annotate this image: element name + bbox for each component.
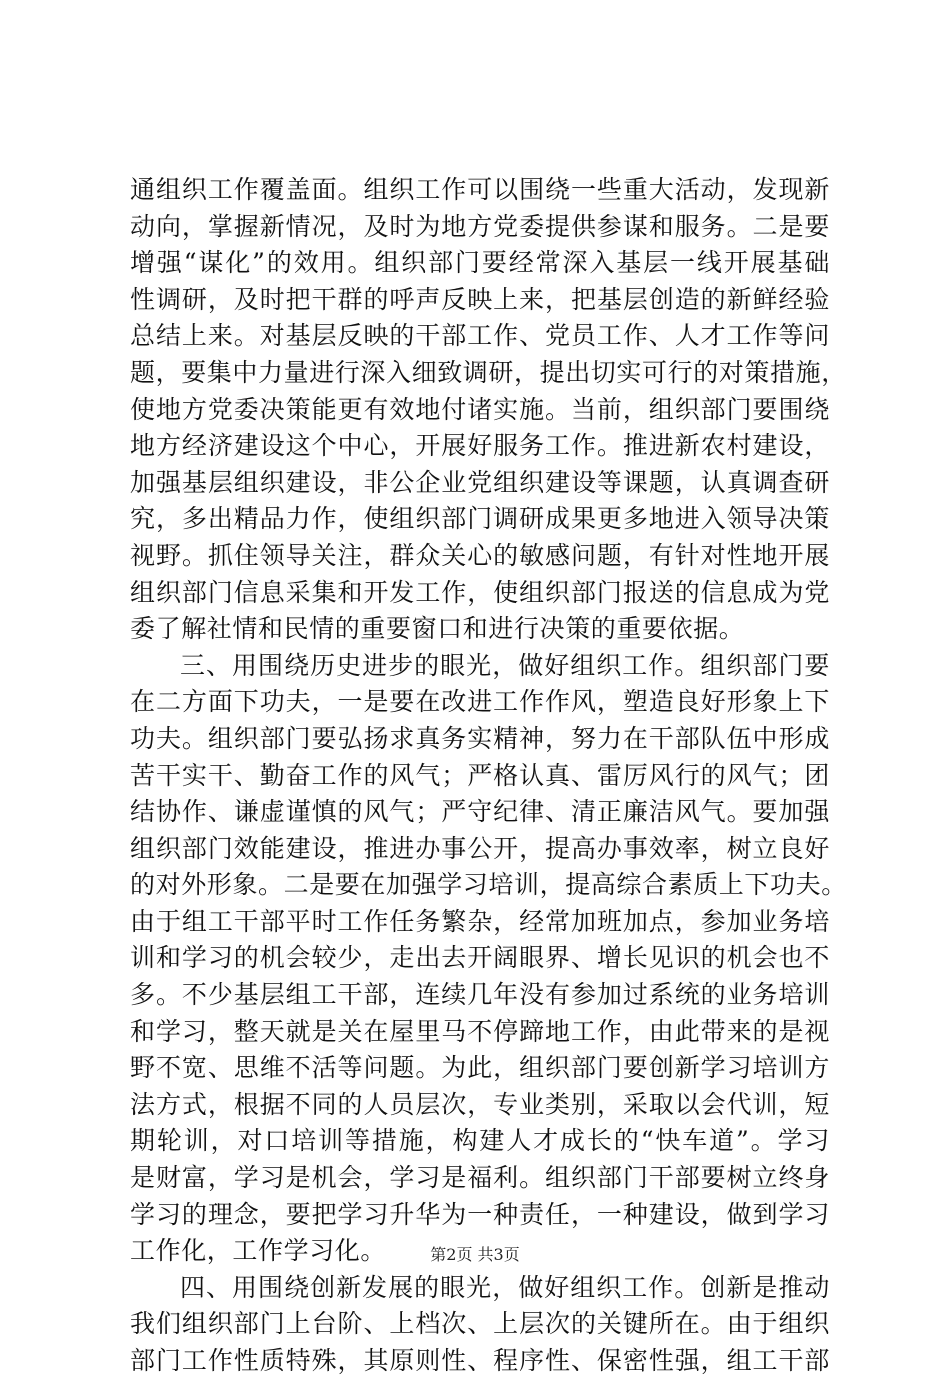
text-line: 性调研，及时把干群的呼声反映上来，把基层创造的新鲜经验	[130, 284, 830, 314]
text-line: 由于组工干部平时工作任务繁杂，经常加班加点，参加业务培	[130, 906, 830, 936]
text-line: 部门工作性质特殊，其原则性、程序性、保密性强，组工干部	[130, 1346, 830, 1375]
text-line: 动向，掌握新情况，及时为地方党委提供参谋和服务。二是要	[130, 211, 830, 241]
text-line: 期轮训，对口培训等措施，构建人才成长的“快车道”。学习	[130, 1126, 830, 1156]
text-line: 多。不少基层组工干部，连续几年没有参加过系统的业务培训	[130, 980, 830, 1010]
text-line: 训和学习的机会较少，走出去开阔眼界、增长见识的机会也不	[130, 943, 830, 973]
text-line: 功夫。组织部门要弘扬求真务实精神，努力在干部队伍中形成	[130, 723, 830, 753]
text-line: 委了解社情和民情的重要窗口和进行决策的重要依据。	[130, 614, 745, 644]
text-line: 地方经济建设这个中心，开展好服务工作。推进新农村建设，	[130, 431, 830, 461]
text-line: 题，要集中力量进行深入细致调研，提出切实可行的对策措施，	[130, 357, 847, 387]
text-line: 组织部门效能建设，推进办事公开，提高办事效率，树立良好	[130, 833, 830, 863]
text-line: 结协作、谦虚谨慎的风气；严守纪律、清正廉洁风气。要加强	[130, 797, 830, 827]
text-line: 使地方党委决策能更有效地付诸实施。当前，组织部门要围绕	[130, 394, 830, 424]
text-line: 总结上来。对基层反映的干部工作、党员工作、人才工作等问	[130, 321, 830, 351]
text-line: 野不宽、思维不活等问题。为此，组织部门要创新学习培训方	[130, 1053, 830, 1083]
text-line: 组织部门信息采集和开发工作，使组织部门报送的信息成为党	[130, 577, 830, 607]
paragraph-start-line: 三、用围绕历史进步的眼光，做好组织工作。组织部门要	[180, 650, 830, 680]
text-line: 加强基层组织建设，非公企业党组织建设等课题，认真调查研	[130, 467, 830, 497]
text-line: 视野。抓住领导关注，群众关心的敏感问题，有针对性地开展	[130, 540, 830, 570]
document-body	[130, 172, 847, 1380]
text-line: 增强“谋化”的效用。组织部门要经常深入基层一线开展基础	[130, 248, 830, 278]
text-line: 苦干实干、勤奋工作的风气；严格认真、雷厉风行的风气；团	[130, 760, 830, 790]
page-footer: 第2页 共3页	[430, 1245, 520, 1264]
text-line: 法方式，根据不同的人员层次，专业类别，采取以会代训，短	[130, 1089, 830, 1119]
text-line: 的对外形象。二是要在加强学习培训，提高综合素质上下功夫。	[130, 870, 847, 900]
text-line: 究，多出精品力作，使组织部门调研成果更多地进入领导决策	[130, 504, 830, 534]
text-line: 是财富，学习是机会，学习是福利。组织部门干部要树立终身	[130, 1163, 830, 1193]
text-line: 学习的理念，要把学习升华为一种责任，一种建设，做到学习	[130, 1199, 830, 1229]
paragraph-start-line: 四、用围绕创新发展的眼光，做好组织工作。创新是推动	[180, 1272, 830, 1302]
text-line: 和学习，整天就是关在屋里马不停蹄地工作，由此带来的是视	[130, 1016, 830, 1046]
text-line: 我们组织部门上台阶、上档次、上层次的关键所在。由于组织	[130, 1309, 830, 1339]
text-line: 在二方面下功夫，一是要在改进工作作风，塑造良好形象上下	[130, 687, 830, 717]
text-line: 通组织工作覆盖面。组织工作可以围绕一些重大活动，发现新	[130, 175, 830, 204]
text-line: 工作化，工作学习化。	[130, 1236, 387, 1266]
